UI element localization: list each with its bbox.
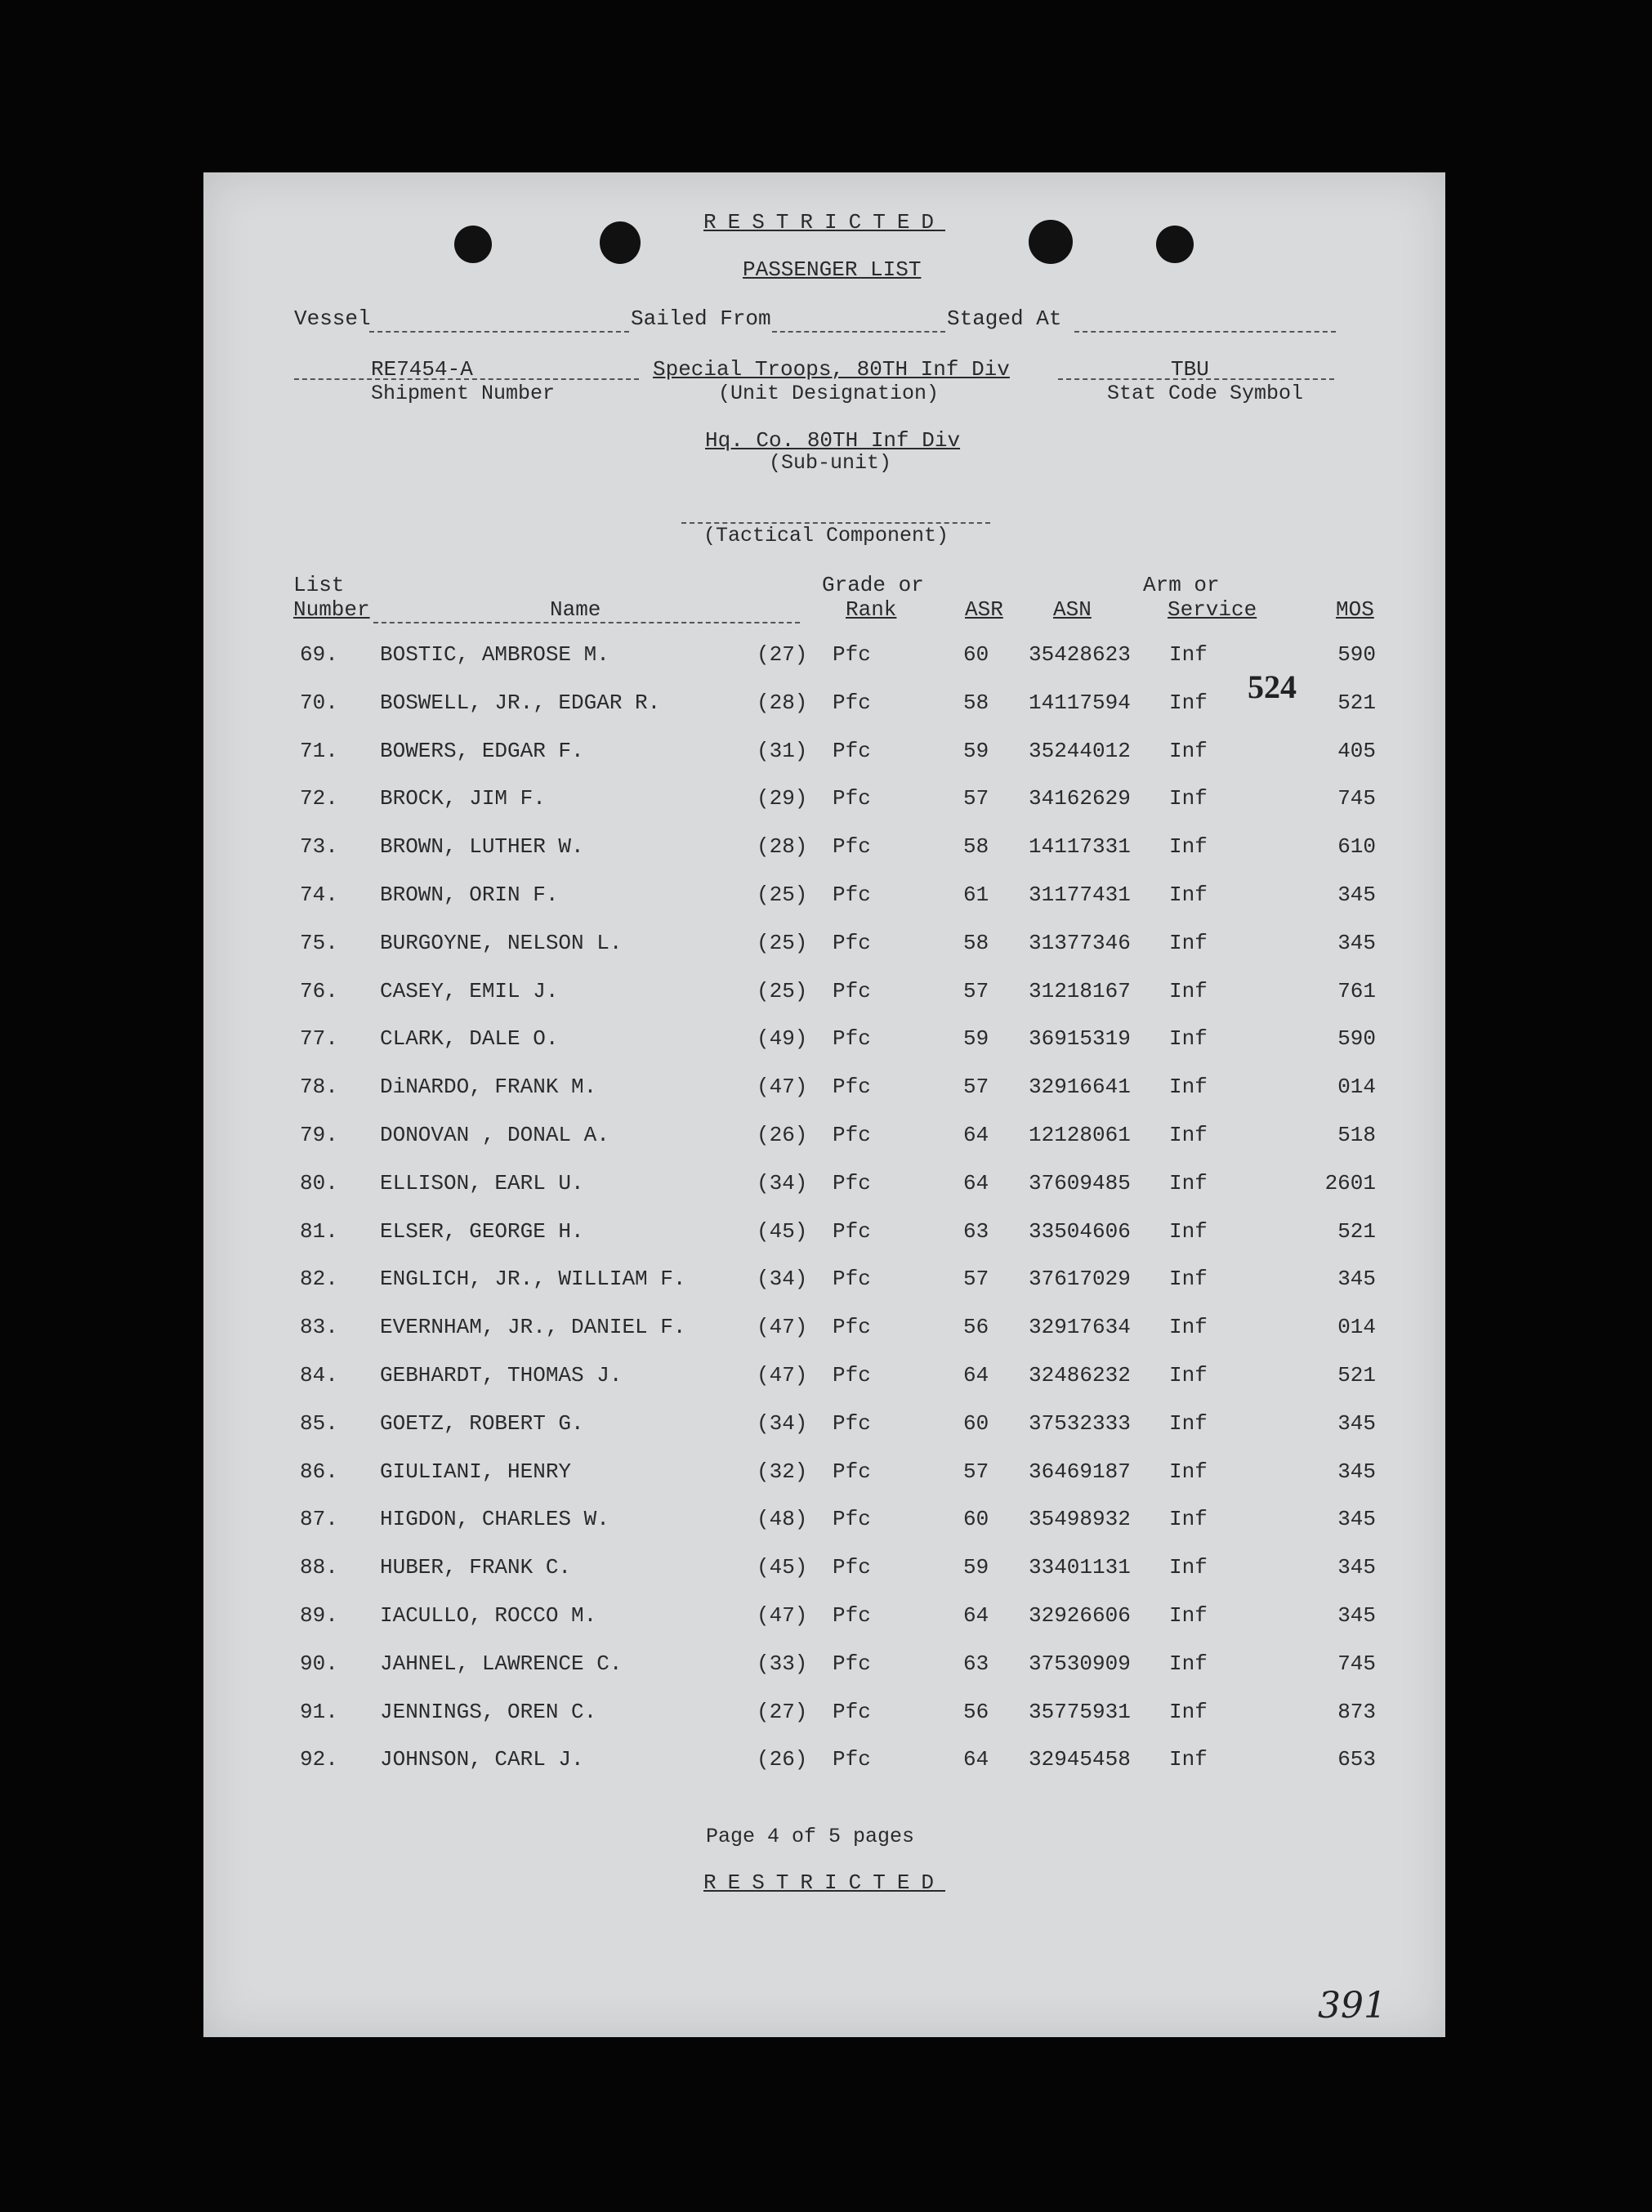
passenger-arm: Inf [1169, 1315, 1208, 1340]
list-number: 69. [300, 642, 338, 667]
passenger-mos: 345 [1337, 1603, 1376, 1628]
passenger-mos: 610 [1337, 834, 1376, 860]
passenger-asr: 64 [963, 1123, 989, 1147]
passenger-arm: Inf [1169, 883, 1208, 907]
passenger-name: GOETZ, ROBERT G. [380, 1410, 584, 1436]
passenger-asn: 31218167 [1029, 978, 1131, 1003]
passenger-age: (27) [757, 642, 808, 667]
passenger-asn: 32917634 [1029, 1315, 1131, 1340]
passenger-age: (49) [757, 1026, 808, 1052]
passenger-age: (48) [757, 1507, 808, 1532]
passenger-grade: Pfc [833, 1459, 871, 1484]
list-number: 79. [300, 1123, 338, 1147]
passenger-grade: Pfc [833, 1603, 871, 1628]
passenger-asn: 32926606 [1029, 1603, 1131, 1628]
passenger-asr: 64 [963, 1603, 989, 1628]
passenger-arm: Inf [1169, 1747, 1208, 1772]
col-asr: ASR [965, 597, 1003, 622]
list-number: 87. [300, 1507, 338, 1532]
passenger-arm: Inf [1169, 1363, 1208, 1388]
list-number: 76. [300, 978, 338, 1003]
passenger-name: BOWERS, EDGAR F. [380, 738, 584, 763]
passenger-name: EVERNHAM, JR., DANIEL F. [380, 1315, 686, 1340]
passenger-asn: 14117594 [1029, 690, 1131, 715]
passenger-age: (31) [757, 738, 808, 763]
list-number: 73. [300, 834, 338, 860]
page-count: Page 4 of 5 pages [706, 1825, 915, 1848]
passenger-asr: 57 [963, 1459, 989, 1484]
tactical-component-label: (Tactical Component) [703, 524, 949, 547]
passenger-age: (25) [757, 978, 808, 1003]
passenger-name: GEBHARDT, THOMAS J. [380, 1363, 623, 1388]
col-name-line [373, 622, 800, 623]
list-number: 75. [300, 930, 338, 955]
passenger-mos: 521 [1337, 1218, 1376, 1244]
passenger-asr: 63 [963, 1651, 989, 1676]
passenger-asr: 56 [963, 1699, 989, 1724]
passenger-grade: Pfc [833, 1123, 871, 1147]
passenger-asr: 59 [963, 738, 989, 763]
passenger-asr: 61 [963, 883, 989, 907]
passenger-name: DiNARDO, FRANK M. [380, 1075, 597, 1100]
passenger-name: HIGDON, CHARLES W. [380, 1507, 609, 1532]
passenger-asr: 58 [963, 690, 989, 715]
passenger-arm: Inf [1169, 1699, 1208, 1724]
unit-designation-label: (Unit Designation) [718, 382, 940, 405]
passenger-mos: 345 [1337, 1507, 1376, 1532]
stamped-number: 524 [1248, 668, 1297, 705]
passenger-mos: 521 [1337, 1363, 1376, 1388]
passenger-asn: 35244012 [1029, 738, 1131, 763]
passenger-asr: 64 [963, 1747, 989, 1772]
passenger-age: (26) [757, 1123, 808, 1147]
passenger-arm: Inf [1169, 1651, 1208, 1676]
passenger-name: CASEY, EMIL J. [380, 978, 559, 1003]
passenger-asn: 33401131 [1029, 1555, 1131, 1580]
passenger-asn: 35498932 [1029, 1507, 1131, 1532]
passenger-asr: 57 [963, 786, 989, 811]
passenger-grade: Pfc [833, 1267, 871, 1292]
passenger-age: (47) [757, 1603, 808, 1628]
sailed-from-line [772, 331, 945, 333]
col-grade-top: Grade or [822, 573, 924, 597]
passenger-asr: 60 [963, 1507, 989, 1532]
passenger-name: ELSER, GEORGE H. [380, 1218, 584, 1244]
sailed-from-label: Sailed From [631, 306, 771, 331]
passenger-grade: Pfc [833, 1410, 871, 1436]
passenger-mos: 405 [1337, 738, 1376, 763]
passenger-name: IACULLO, ROCCO M. [380, 1603, 597, 1628]
passenger-mos: 653 [1337, 1747, 1376, 1772]
stat-code: TBU [1171, 357, 1209, 382]
passenger-age: (34) [757, 1170, 808, 1195]
passenger-asn: 32916641 [1029, 1075, 1131, 1100]
passenger-asr: 64 [963, 1363, 989, 1388]
passenger-asn: 36469187 [1029, 1459, 1131, 1484]
passenger-arm: Inf [1169, 642, 1208, 667]
passenger-grade: Pfc [833, 1218, 871, 1244]
passenger-arm: Inf [1169, 786, 1208, 811]
list-number: 88. [300, 1555, 338, 1580]
passenger-grade: Pfc [833, 1026, 871, 1052]
passenger-age: (47) [757, 1363, 808, 1388]
passenger-name: BURGOYNE, NELSON L. [380, 930, 623, 955]
list-number: 80. [300, 1170, 338, 1195]
passenger-name: JENNINGS, OREN C. [380, 1699, 597, 1724]
passenger-arm: Inf [1169, 1075, 1208, 1100]
passenger-asn: 35775931 [1029, 1699, 1131, 1724]
passenger-grade: Pfc [833, 1651, 871, 1676]
passenger-arm: Inf [1169, 1123, 1208, 1147]
passenger-name: DONOVAN , DONAL A. [380, 1123, 609, 1147]
passenger-arm: Inf [1169, 1603, 1208, 1628]
passenger-age: (33) [757, 1651, 808, 1676]
passenger-grade: Pfc [833, 1363, 871, 1388]
passenger-mos: 590 [1337, 1026, 1376, 1052]
passenger-asn: 37530909 [1029, 1651, 1131, 1676]
stat-code-label: Stat Code Symbol [1107, 382, 1304, 405]
passenger-mos: 345 [1337, 1555, 1376, 1580]
list-title: PASSENGER LIST [743, 257, 922, 282]
passenger-age: (34) [757, 1410, 808, 1436]
passenger-name: JAHNEL, LAWRENCE C. [380, 1651, 623, 1676]
passenger-arm: Inf [1169, 1410, 1208, 1436]
vessel-label: Vessel [294, 306, 371, 331]
list-number: 82. [300, 1267, 338, 1292]
passenger-mos: 590 [1337, 642, 1376, 667]
passenger-mos: 345 [1337, 930, 1376, 955]
shipment-number: RE7454-A [371, 357, 473, 382]
passenger-grade: Pfc [833, 642, 871, 667]
passenger-mos: 761 [1337, 978, 1376, 1003]
passenger-asr: 60 [963, 1410, 989, 1436]
passenger-name: ENGLICH, JR., WILLIAM F. [380, 1267, 686, 1292]
passenger-age: (45) [757, 1555, 808, 1580]
passenger-arm: Inf [1169, 1218, 1208, 1244]
col-asn: ASN [1053, 597, 1092, 622]
passenger-asn: 31377346 [1029, 930, 1131, 955]
passenger-grade: Pfc [833, 978, 871, 1003]
passenger-asr: 58 [963, 834, 989, 860]
col-list-number-top: List [293, 573, 345, 597]
list-number: 71. [300, 738, 338, 763]
passenger-name: BROWN, LUTHER W. [380, 834, 584, 860]
passenger-grade: Pfc [833, 1170, 871, 1195]
passenger-grade: Pfc [833, 1555, 871, 1580]
col-grade-bottom: Rank [846, 597, 897, 622]
passenger-grade: Pfc [833, 1507, 871, 1532]
passenger-grade: Pfc [833, 834, 871, 860]
passenger-mos: 2601 [1324, 1170, 1376, 1195]
col-arm-top: Arm or [1143, 573, 1220, 597]
passenger-mos: 745 [1337, 1651, 1376, 1676]
passenger-name: CLARK, DALE O. [380, 1026, 559, 1052]
passenger-mos: 518 [1337, 1123, 1376, 1147]
passenger-arm: Inf [1169, 1459, 1208, 1484]
passenger-arm: Inf [1169, 1267, 1208, 1292]
passenger-grade: Pfc [833, 738, 871, 763]
punch-hole [600, 221, 641, 264]
list-number: 78. [300, 1075, 338, 1100]
sub-unit: Hq. Co. 80TH Inf Div [705, 428, 961, 453]
col-name: Name [550, 597, 601, 622]
passenger-asn: 37609485 [1029, 1170, 1131, 1195]
passenger-mos: 873 [1337, 1699, 1376, 1724]
passenger-arm: Inf [1169, 978, 1208, 1003]
passenger-asr: 58 [963, 930, 989, 955]
passenger-grade: Pfc [833, 1699, 871, 1724]
passenger-grade: Pfc [833, 1747, 871, 1772]
passenger-name: BROCK, JIM F. [380, 786, 546, 811]
punch-hole [1156, 226, 1194, 263]
passenger-arm: Inf [1169, 1507, 1208, 1532]
list-number: 89. [300, 1603, 338, 1628]
passenger-asn: 14117331 [1029, 834, 1131, 860]
list-number: 85. [300, 1410, 338, 1436]
passenger-asr: 59 [963, 1026, 989, 1052]
passenger-grade: Pfc [833, 1075, 871, 1100]
list-number: 91. [300, 1699, 338, 1724]
passenger-age: (32) [757, 1459, 808, 1484]
passenger-name: BROWN, ORIN F. [380, 883, 559, 907]
staged-at-line [1074, 331, 1336, 333]
shipment-number-label: Shipment Number [371, 382, 556, 405]
list-number: 81. [300, 1218, 338, 1244]
passenger-asn: 35428623 [1029, 642, 1131, 667]
punch-hole [454, 226, 492, 263]
passenger-mos: 345 [1337, 1459, 1376, 1484]
passenger-grade: Pfc [833, 883, 871, 907]
restricted-footer: RESTRICTED [703, 1870, 946, 1895]
list-number: 92. [300, 1747, 338, 1772]
passenger-list-page [203, 172, 1445, 2037]
passenger-arm: Inf [1169, 1555, 1208, 1580]
passenger-mos: 345 [1337, 1267, 1376, 1292]
list-number: 84. [300, 1363, 338, 1388]
col-mos: MOS [1336, 597, 1374, 622]
passenger-asn: 32486232 [1029, 1363, 1131, 1388]
list-number: 83. [300, 1315, 338, 1340]
passenger-asn: 36915319 [1029, 1026, 1131, 1052]
passenger-asr: 64 [963, 1170, 989, 1195]
passenger-age: (28) [757, 690, 808, 715]
passenger-asn: 12128061 [1029, 1123, 1131, 1147]
passenger-asr: 57 [963, 1075, 989, 1100]
passenger-asr: 59 [963, 1555, 989, 1580]
passenger-arm: Inf [1169, 834, 1208, 860]
col-list-number-bottom: Number [293, 597, 370, 622]
passenger-mos: 745 [1337, 786, 1376, 811]
passenger-arm: Inf [1169, 738, 1208, 763]
passenger-arm: Inf [1169, 930, 1208, 955]
passenger-age: (34) [757, 1267, 808, 1292]
passenger-grade: Pfc [833, 690, 871, 715]
passenger-asn: 34162629 [1029, 786, 1131, 811]
passenger-mos: 345 [1337, 883, 1376, 907]
passenger-mos: 521 [1337, 690, 1376, 715]
passenger-name: HUBER, FRANK C. [380, 1555, 572, 1580]
passenger-age: (47) [757, 1315, 808, 1340]
passenger-age: (45) [757, 1218, 808, 1244]
unit-designation: Special Troops, 80TH Inf Div [653, 357, 1010, 382]
list-number: 72. [300, 786, 338, 811]
passenger-arm: Inf [1169, 1026, 1208, 1052]
passenger-arm: Inf [1169, 1170, 1208, 1195]
passenger-age: (25) [757, 930, 808, 955]
list-number: 90. [300, 1651, 338, 1676]
list-number: 86. [300, 1459, 338, 1484]
col-arm-bottom: Service [1168, 597, 1257, 622]
passenger-arm: Inf [1169, 690, 1208, 715]
passenger-name: BOSTIC, AMBROSE M. [380, 642, 609, 667]
passenger-asn: 33504606 [1029, 1218, 1131, 1244]
passenger-age: (25) [757, 883, 808, 907]
passenger-name: ELLISON, EARL U. [380, 1170, 584, 1195]
passenger-name: JOHNSON, CARL J. [380, 1747, 584, 1772]
passenger-name: BOSWELL, JR., EDGAR R. [380, 690, 661, 715]
passenger-grade: Pfc [833, 930, 871, 955]
passenger-age: (28) [757, 834, 808, 860]
staged-at-label: Staged At [947, 306, 1062, 331]
passenger-mos: 014 [1337, 1075, 1376, 1100]
passenger-asn: 37532333 [1029, 1410, 1131, 1436]
handwritten-page-number: 391 [1318, 1985, 1386, 2027]
restricted-header: RESTRICTED [703, 210, 946, 235]
sub-unit-label: (Sub-unit) [769, 451, 892, 475]
passenger-asn: 31177431 [1029, 883, 1131, 907]
list-number: 70. [300, 690, 338, 715]
passenger-asr: 57 [963, 1267, 989, 1292]
passenger-grade: Pfc [833, 786, 871, 811]
passenger-asr: 57 [963, 978, 989, 1003]
punch-hole [1029, 220, 1073, 264]
passenger-asr: 63 [963, 1218, 989, 1244]
passenger-mos: 345 [1337, 1410, 1376, 1436]
vessel-line [369, 331, 629, 333]
passenger-asn: 37617029 [1029, 1267, 1131, 1292]
passenger-age: (47) [757, 1075, 808, 1100]
passenger-name: GIULIANI, HENRY [380, 1459, 572, 1484]
passenger-mos: 014 [1337, 1315, 1376, 1340]
list-number: 74. [300, 883, 338, 907]
passenger-asn: 32945458 [1029, 1747, 1131, 1772]
passenger-asr: 60 [963, 642, 989, 667]
passenger-age: (27) [757, 1699, 808, 1724]
list-number: 77. [300, 1026, 338, 1052]
passenger-age: (29) [757, 786, 808, 811]
passenger-grade: Pfc [833, 1315, 871, 1340]
passenger-asr: 56 [963, 1315, 989, 1340]
passenger-age: (26) [757, 1747, 808, 1772]
